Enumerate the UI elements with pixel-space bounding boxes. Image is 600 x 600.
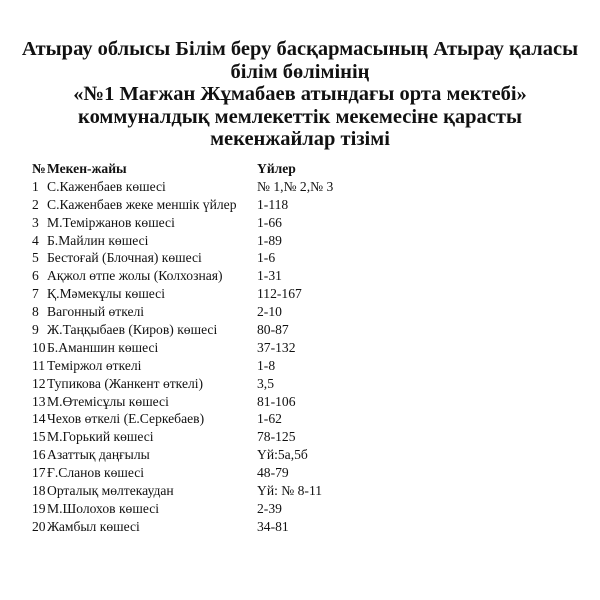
item-address: Б.Аманшин көшесі bbox=[47, 339, 159, 355]
item-houses: 48-79 bbox=[257, 465, 289, 481]
list-header bbox=[32, 160, 572, 178]
list-item bbox=[32, 232, 572, 250]
item-address: Жамбыл көшесі bbox=[47, 518, 140, 534]
title-line-3: «№1 Мағжан Жұмабаев атындағы орта мектебі» bbox=[73, 83, 527, 105]
item-address: Чехов өткелі (Е.Серкебаев) bbox=[47, 411, 205, 427]
item-number: 20 bbox=[32, 518, 46, 534]
item-address: Б.Майлин көшесі bbox=[47, 232, 149, 248]
item-address: М.Горький көшесі bbox=[47, 429, 154, 445]
header-number: № bbox=[32, 161, 46, 176]
item-address: Қ.Мәмекұлы көшесі bbox=[47, 286, 165, 302]
item-number: 11 bbox=[32, 357, 46, 373]
list-item bbox=[32, 249, 572, 267]
title-line-1: Атырау облысы Білім беру басқармасының Атырау қаласы bbox=[21, 38, 579, 60]
title-line-4: коммуналдық мемлекеттік мекемесіне қарасты bbox=[78, 105, 522, 128]
item-houses: 2-10 bbox=[257, 304, 282, 320]
item-number: 9 bbox=[32, 322, 39, 338]
list-item bbox=[32, 196, 572, 214]
item-address: С.Каженбаев жеке меншік үйлер bbox=[47, 196, 237, 212]
item-houses: № 1,№ 2,№ 3 bbox=[257, 178, 334, 194]
item-number: 18 bbox=[32, 483, 46, 499]
title-line-2: білім бөлімінің bbox=[230, 60, 370, 83]
item-number: 17 bbox=[32, 465, 46, 481]
list-item bbox=[32, 178, 572, 196]
item-houses: 37-132 bbox=[257, 339, 296, 355]
item-address: Орталық мөлтекаудан bbox=[47, 483, 174, 499]
list-item bbox=[32, 357, 572, 375]
item-houses: 1-118 bbox=[257, 196, 289, 212]
list-item bbox=[32, 267, 572, 285]
item-address: Ғ.Сланов көшесі bbox=[47, 465, 145, 481]
list-item bbox=[32, 393, 572, 411]
item-number: 16 bbox=[32, 447, 46, 463]
item-houses: Үй:5а,5б bbox=[257, 447, 308, 463]
item-number: 14 bbox=[32, 411, 46, 427]
item-address: М.Өтемісұлы көшесі bbox=[47, 393, 169, 409]
list-item bbox=[32, 518, 572, 536]
item-address: С.Каженбаев көшесі bbox=[47, 178, 166, 194]
list-item bbox=[32, 428, 572, 446]
item-address: Ж.Таңқыбаев (Киров) көшесі bbox=[47, 322, 218, 338]
list-rows bbox=[32, 178, 572, 536]
item-houses: 1-89 bbox=[257, 232, 282, 248]
item-number: 3 bbox=[32, 214, 39, 230]
item-number: 1 bbox=[32, 178, 39, 194]
list-item bbox=[32, 410, 572, 428]
address-list bbox=[32, 160, 572, 536]
document-title bbox=[0, 38, 600, 151]
list-item bbox=[32, 339, 572, 357]
header-address: Мекен-жайы bbox=[47, 161, 127, 176]
list-item bbox=[32, 464, 572, 482]
list-item bbox=[32, 446, 572, 464]
item-address: М.Теміржанов көшесі bbox=[47, 214, 175, 230]
item-houses: 34-81 bbox=[257, 518, 289, 534]
item-number: 8 bbox=[32, 304, 39, 320]
list-item bbox=[32, 214, 572, 232]
list-item bbox=[32, 303, 572, 321]
item-houses: 1-8 bbox=[257, 357, 276, 373]
item-address: Тупикова (Жанкент өткелі) bbox=[47, 375, 204, 391]
list-item bbox=[32, 375, 572, 393]
item-number: 2 bbox=[32, 196, 39, 212]
item-number: 19 bbox=[32, 500, 46, 516]
item-houses: 1-31 bbox=[257, 268, 282, 284]
list-item bbox=[32, 482, 572, 500]
item-address: Теміржол өткелі bbox=[47, 357, 142, 373]
item-houses: 78-125 bbox=[257, 429, 296, 445]
item-number: 15 bbox=[32, 429, 46, 445]
item-number: 7 bbox=[32, 286, 39, 302]
item-number: 5 bbox=[32, 250, 39, 266]
item-houses: Үй: № 8-11 bbox=[257, 483, 323, 499]
item-number: 4 bbox=[32, 232, 39, 248]
item-houses: 3,5 bbox=[257, 375, 274, 391]
item-houses: 2-39 bbox=[257, 500, 282, 516]
item-houses: 112-167 bbox=[257, 286, 302, 302]
item-houses: 1-6 bbox=[257, 250, 276, 266]
item-houses: 80-87 bbox=[257, 322, 289, 338]
item-houses: 1-66 bbox=[257, 214, 282, 230]
item-address: М.Шолохов көшесі bbox=[47, 500, 160, 516]
item-number: 6 bbox=[32, 268, 39, 284]
list-item bbox=[32, 500, 572, 518]
item-number: 10 bbox=[32, 339, 46, 355]
item-number: 13 bbox=[32, 393, 46, 409]
item-address: Бестоғай (Блочная) көшесі bbox=[47, 250, 202, 266]
header-houses: Үйлер bbox=[257, 161, 296, 176]
item-number: 12 bbox=[32, 375, 46, 391]
item-address: Ақжол өтпе жолы (Колхозная) bbox=[47, 268, 223, 284]
item-address: Азаттық даңғылы bbox=[47, 447, 150, 463]
item-address: Вагонный өткелі bbox=[47, 304, 145, 320]
item-houses: 81-106 bbox=[257, 393, 296, 409]
list-item bbox=[32, 321, 572, 339]
title-line-5: мекенжайлар тізімі bbox=[210, 128, 390, 150]
list-item bbox=[32, 285, 572, 303]
item-houses: 1-62 bbox=[257, 411, 282, 427]
